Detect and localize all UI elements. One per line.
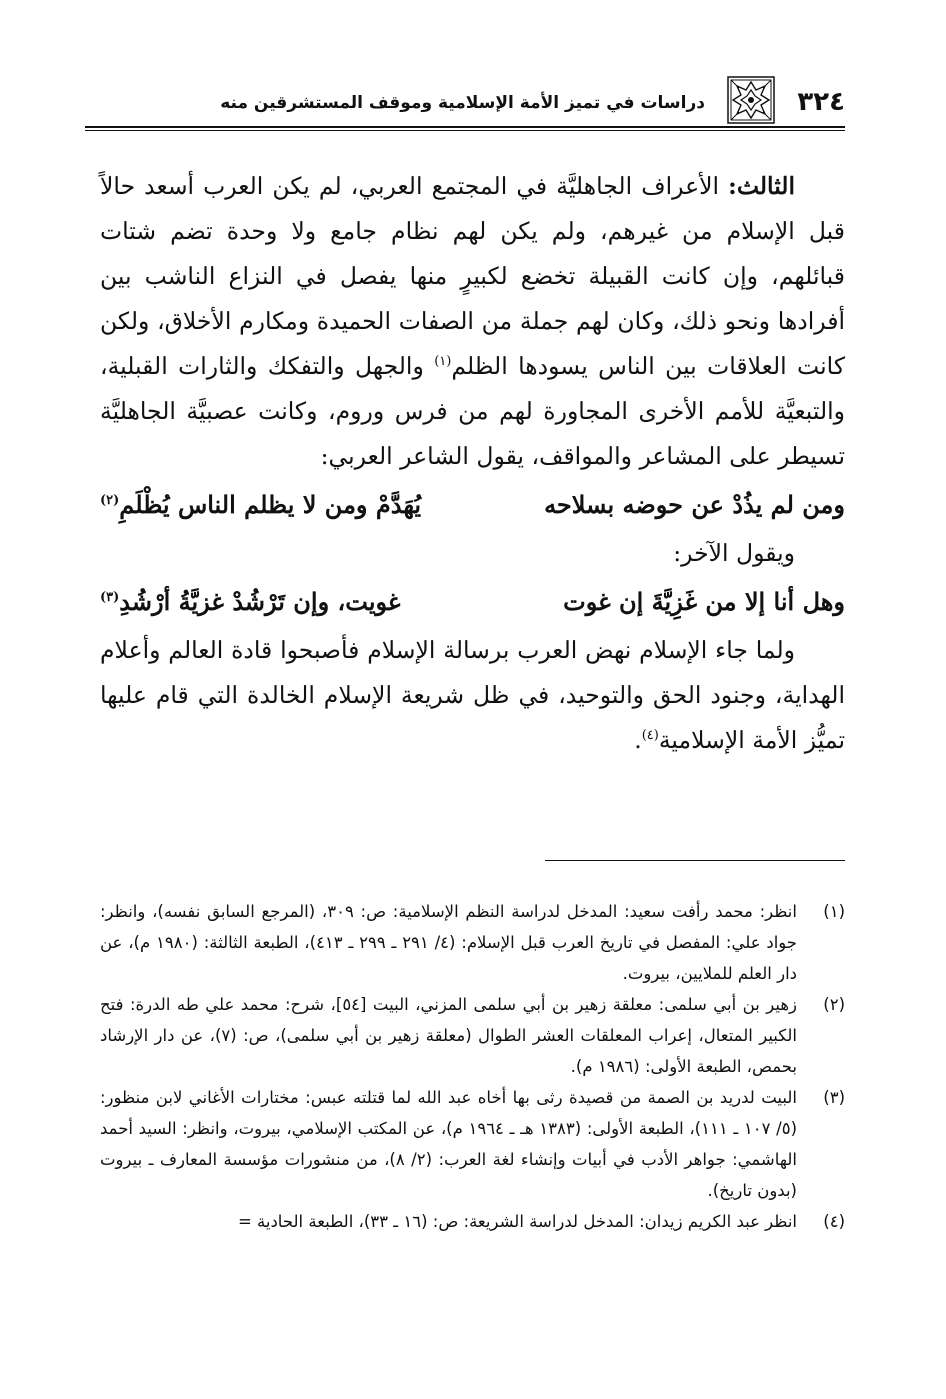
verse-1-first-hemistich: ومن لم يذُدْ عن حوضه بسلاحه: [544, 490, 845, 519]
geometric-ornament-icon: [727, 76, 775, 124]
footnote-2: [100, 989, 845, 1082]
paragraph-3-text: ولما جاء الإسلام نهض العرب برسالة الإسلام فأصبحوا قادة العالم وأعلام الهداية، وجنود الحق والتوحيد، في ظل شريعة الإسلام الخالدة التي قام عليها تميُّز الأمة الإسلامية: [100, 636, 845, 754]
footnote-1: [100, 896, 845, 989]
verse-2-first-hemistich: وهل أنا إلا من غَزِيَّةَ إن غوت: [563, 587, 845, 616]
footnote-number: (٢): [823, 995, 845, 1014]
paragraph-3: [100, 628, 845, 763]
footnote-ref-3: (٣): [100, 590, 120, 605]
header-rule-thin: [85, 130, 845, 131]
verse-1: [100, 479, 845, 531]
verse-2: [100, 576, 845, 628]
paragraph-2: ويقول الآخر:: [673, 539, 795, 567]
footnote-text: انظر: محمد رأفت سعيد: المدخل لدراسة النظم الإسلامية: ص: ٣٠٩، (المرجع السابق نفسه)، وانظر: جواد علي: المفصل في تاريخ العرب قبل الإسلام: (٤/ ٢٩١ ـ ٢٩٩ ـ ٤١٣)، الطبعة الثالثة: (١٩٨٠ م)، عن دار العلم للملايين، بيروت.: [100, 902, 798, 983]
footnote-ref-4: (٤): [641, 728, 659, 744]
paragraph-text: الأعراف الجاهليَّة في المجتمع العربي، لم يكن العرب أسعد حالاً قبل الإسلام من غيرهم، ولم يكن لهم نظام جامع ولا وحدة تضم شتات قبائلهم، وإن كانت القبيلة تخضع لكبيرٍ منها يفصل في النزاع الناشب بين أفرادها ونحو ذلك، وكان لهم جملة من الصفات الحميدة ومكارم الأخلاق، ولكن كانت العلاقات بين الناس يسودها الظلم: [100, 172, 846, 380]
header-rule: [85, 126, 845, 128]
running-title: دراسات في تميز الأمة الإسلامية وموقف المستشرقين منه: [220, 93, 705, 113]
footnote-text: انظر عبد الكريم زيدان: المدخل لدراسة الشريعة: ص: (١٦ ـ ٣٣)، الطبعة الحادية =: [237, 1212, 797, 1231]
footnote-4: [100, 1206, 845, 1237]
footnote-3: [100, 1082, 845, 1206]
verse-2-second-hemistich: [100, 576, 400, 628]
verse-1-second-hemistich: [100, 479, 421, 531]
paragraph-1: [100, 164, 845, 479]
footnote-number: (٣): [823, 1088, 845, 1107]
footnote-number: (١): [823, 902, 845, 921]
footnote-ref-1: (١): [434, 354, 452, 370]
footnote-text: زهير بن أبي سلمى: معلقة زهير بن أبي سلمى المزني، البيت [٥٤]، شرح: محمد علي طه الدرة: فتح الكبير المتعال، إعراب المعلقات العشر الطوال (معلقة زهير بن أبي سلمى)، ص: (٧)، عن دار الإرشاد بحمص، الطبعة الأولى: (١٩٨٦ م).: [100, 995, 798, 1076]
paragraph-3-end: .: [634, 726, 642, 754]
footnote-ref-2: (٢): [100, 493, 120, 508]
footnote-text: البيت لدريد بن الصمة من قصيدة رثى بها أخاه عبد الله لما قتلته عبس: مختارات الأغاني لابن منظور: (٥/ ١٠٧ ـ ١١١)، الطبعة الأولى: (١٣٨٣ هـ ـ ١٩٦٤ م)، عن المكتب الإسلامي، بيروت، وانظر: السيد أحمد الهاشمي: جواهر الأدب في أبيات وإنشاء لغة العرب: (٢/ ٨)، من منشورات مؤسسة المعارف ـ بيروت (بدون تاريخ).: [100, 1088, 797, 1200]
main-text: [100, 164, 845, 763]
page-number: ٣٢٤: [797, 87, 845, 117]
paragraph-text-cont: والجهل والتفكك والثارات القبلية، والتبعيَّة للأمم الأخرى المجاورة لهم من فرس وروم، وكانت عصبيَّة الجاهليَّة تسيطر على المشاعر والمواقف، يقول الشاعر العربي:: [100, 352, 845, 470]
footnote-number: (٤): [823, 1212, 845, 1231]
footnotes: [100, 896, 845, 1237]
footnote-separator: [545, 860, 845, 861]
verse-2-second-text: غويت، وإن تَرْشُدْ غزيَّةُ أرْشُدِ: [119, 587, 401, 616]
verse-1-second-text: يُهَدَّمْ ومن لا يظلم الناس يُظْلَمِ: [119, 490, 422, 519]
paragraph-lead: الثالث:: [728, 172, 795, 200]
page-header: [85, 76, 845, 132]
